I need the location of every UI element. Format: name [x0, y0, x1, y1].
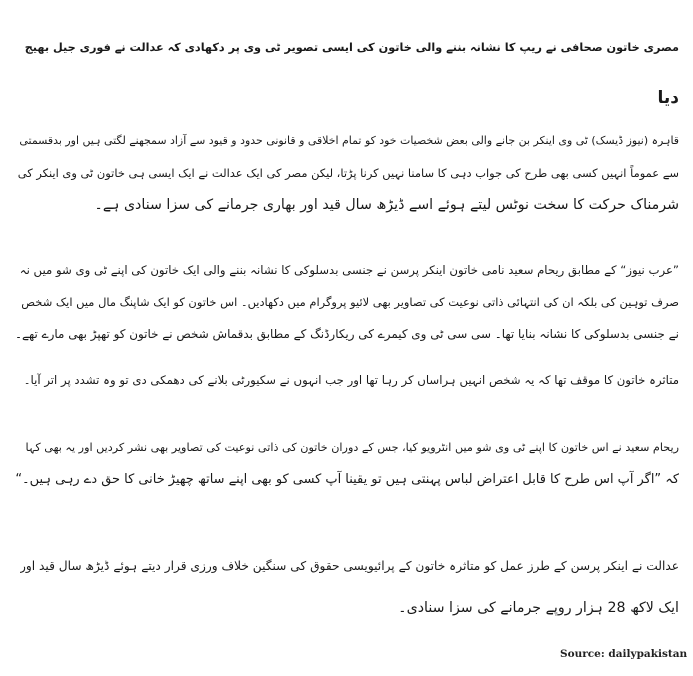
source-credit: Source: dailypakistan — [560, 648, 688, 660]
headline-line-2: دیا — [657, 88, 679, 108]
paragraph-2-line-2: صرف توہین کی بلکہ ان کی انتہائی ذاتی نوعیت کی تصاویر بھی لائیو پروگرام میں دکھادیں۔ اس خاتون کو ایک شاپنگ مال میں ایک شخص — [21, 295, 679, 309]
paragraph-1-line-1: قاہرہ (نیوز ڈیسک) ٹی وی اینکر بن جانے والی بعض شخصیات خود کو تمام اخلاقی و قانونی حدود و قیود سے آزاد سمجھنے لگتی ہیں اور بدقسمتی — [19, 134, 679, 147]
paragraph-5-line-1: عدالت نے اینکر پرسن کے طرز عمل کو متاثرہ خاتون کے پرائیویسی حقوق کی سنگین خلاف ورزی قرار دیتے ہوئے ڈیڑھ سال قید اور — [19, 559, 679, 573]
paragraph-2-line-3: نے جنسی بدسلوکی کا نشانہ بنایا تھا۔ سی سی ٹی وی کیمرے کی ریکارڈنگ کے مطابق بدقماش شخص نے خاتون کو تھپڑ بھی مارے تھے۔ — [15, 327, 679, 341]
headline-line-1: مصری خاتون صحافی نے ریپ کا نشانہ بننے والی خاتون کی ایسی تصویر ٹی وی پر دکھادی کہ عدالت نے فوری جیل بھیج — [24, 41, 679, 54]
paragraph-1-line-2: سے عموماً انہیں کسی بھی طرح کی جواب دہی کا سامنا نہیں کرنا پڑتا، لیکن مصر کی ایک عدالت نے ایک ایسی ہی خاتون ٹی وی اینکر کی — [17, 166, 679, 180]
paragraph-1-line-3: شرمناک حرکت کا سخت نوٹس لیتے ہوئے اسے ڈیڑھ سال قید اور بھاری جرمانے کی سزا سنادی ہے۔ — [94, 197, 679, 213]
paragraph-3-line-1: متاثرہ خاتون کا موقف تھا کہ یہ شخص انہیں ہراساں کر رہا تھا اور جب انہوں نے سکیورٹی بلانے کی دھمکی دی تو وہ تشدد پر اتر آیا۔ — [23, 373, 679, 387]
paragraph-4-line-1: ریحام سعید نے اس خاتون کا اپنے ٹی وی شو میں انٹرویو کیا، جس کے دوران خاتون کی ذاتی نوعیت کی تصاویر بھی نشر کردیں اور یہ بھی کہا — [25, 441, 679, 454]
paragraph-5-line-2: ایک لاکھ 28 ہزار روپے جرمانے کی سزا سنادی۔ — [398, 600, 679, 616]
paragraph-2-line-1: ”عرب نیوز“ کے مطابق ریحام سعید نامی خاتون اینکر پرسن نے جنسی بدسلوکی کا نشانہ بننے والی ایک خاتون کی اپنے ٹی وی شو میں نہ — [19, 263, 679, 277]
paragraph-4-line-2: کہ ”اگر آپ اس طرح کا قابل اعتراض لباس پہنتی ہیں تو یقینا آپ کسی کو بھی اپنے ساتھ چھیڑ خانی کا حق دے رہی ہیں۔“ — [15, 472, 679, 487]
